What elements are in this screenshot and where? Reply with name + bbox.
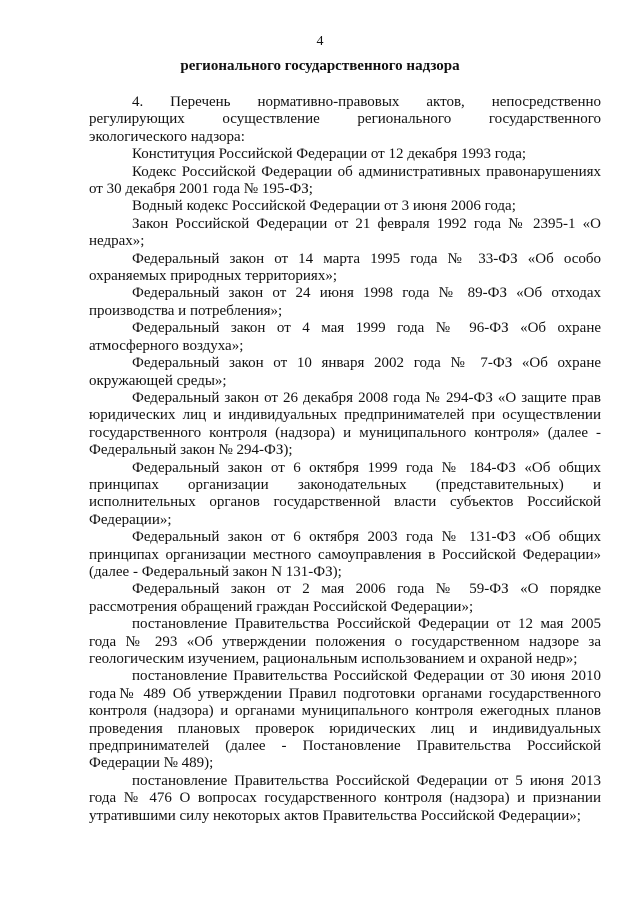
paragraph-water-code: Водный кодекс Российской Федерации от 3 июня 2006 года; <box>132 198 516 215</box>
paragraph-protected-areas-law: Федеральный закон от 14 марта 1995 года № 33-ФЗ «Об особо охраняемых природных территориях»; <box>89 250 601 285</box>
paragraph-131-fz: Федеральный закон от 6 октября 2003 года № 131-ФЗ «Об общих принципах организации местного самоуправления в Российской Федерации» (далее - Федеральный закон N 131-ФЗ); <box>89 529 601 580</box>
paragraph-184-fz: Федеральный закон от 6 октября 1999 года № 184-ФЗ «Об общих принципах организации законодательных (представительных) и исполнительных органов государственной власти субъектов Российской Федерации»; <box>89 459 601 528</box>
section-heading: регионального государственного надзора <box>180 58 460 74</box>
paragraph-constitution: Конституция Российской Федерации от 12 декабря 1993 года; <box>132 146 527 163</box>
paragraph-resolution-476: постановление Правительства Российской Федерации от 5 июня 2013 года № 476 О вопросах государственного контроля (надзора) и признании утратившими силу некоторых актов Правительства Российской Федерации»; <box>89 772 601 824</box>
page-number: 4 <box>316 34 324 49</box>
paragraph-resolution-489: постановление Правительства Российской Федерации от 30 июня 2010 года№ 489 Об утверждении Правил подготовки органами государственного контроля (надзора) и органами муниципального контроля ежегодных планов проведения плановых проверок юридических лиц и индивидуальных предпринимателей (далее - Постановление Правительства Российской Федерации № 489); <box>89 668 601 772</box>
paragraph-intro: 4. Перечень нормативно-правовых актов, непосредственно регулирующих осуществление регионального государственного экологического надзора: <box>89 94 601 145</box>
paragraph-environment-law: Федеральный закон от 10 января 2002 года № 7-ФЗ «Об охране окружающей среды»; <box>89 355 601 389</box>
paragraph-air-law: Федеральный закон от 4 мая 1999 года № 96-ФЗ «Об охране атмосферного воздуха»; <box>89 320 601 354</box>
paragraph-koap: Кодекс Российской Федерации об административных правонарушениях от 30 декабря 2001 года № 195-ФЗ; <box>89 163 601 198</box>
document-body <box>89 94 601 825</box>
paragraph-59-fz: Федеральный закон от 2 мая 2006 года № 59-ФЗ «О порядке рассмотрения обращений граждан Российской Федерации»; <box>89 581 601 615</box>
paragraph-294-fz: Федеральный закон от 26 декабря 2008 года № 294-ФЗ «О защите прав юридических лиц и индивидуальных предпринимателей при осуществлении государственного контроля (надзора) и муниципального контроля» (далее - Федеральный закон № 294-ФЗ); <box>89 389 601 459</box>
paragraph-waste-law: Федеральный закон от 24 июня 1998 года № 89-ФЗ «Об отходах производства и потребления»; <box>89 285 601 319</box>
paragraph-subsoil-law: Закон Российской Федерации от 21 февраля 1992 года № 2395-1 «О недрах»; <box>89 215 601 250</box>
paragraph-resolution-293: постановление Правительства Российской Федерации от 12 мая 2005 года № 293 «Об утверждении положения о государственном надзоре за геологическим изучением, рациональным использованием и охраной недр»; <box>89 616 601 667</box>
